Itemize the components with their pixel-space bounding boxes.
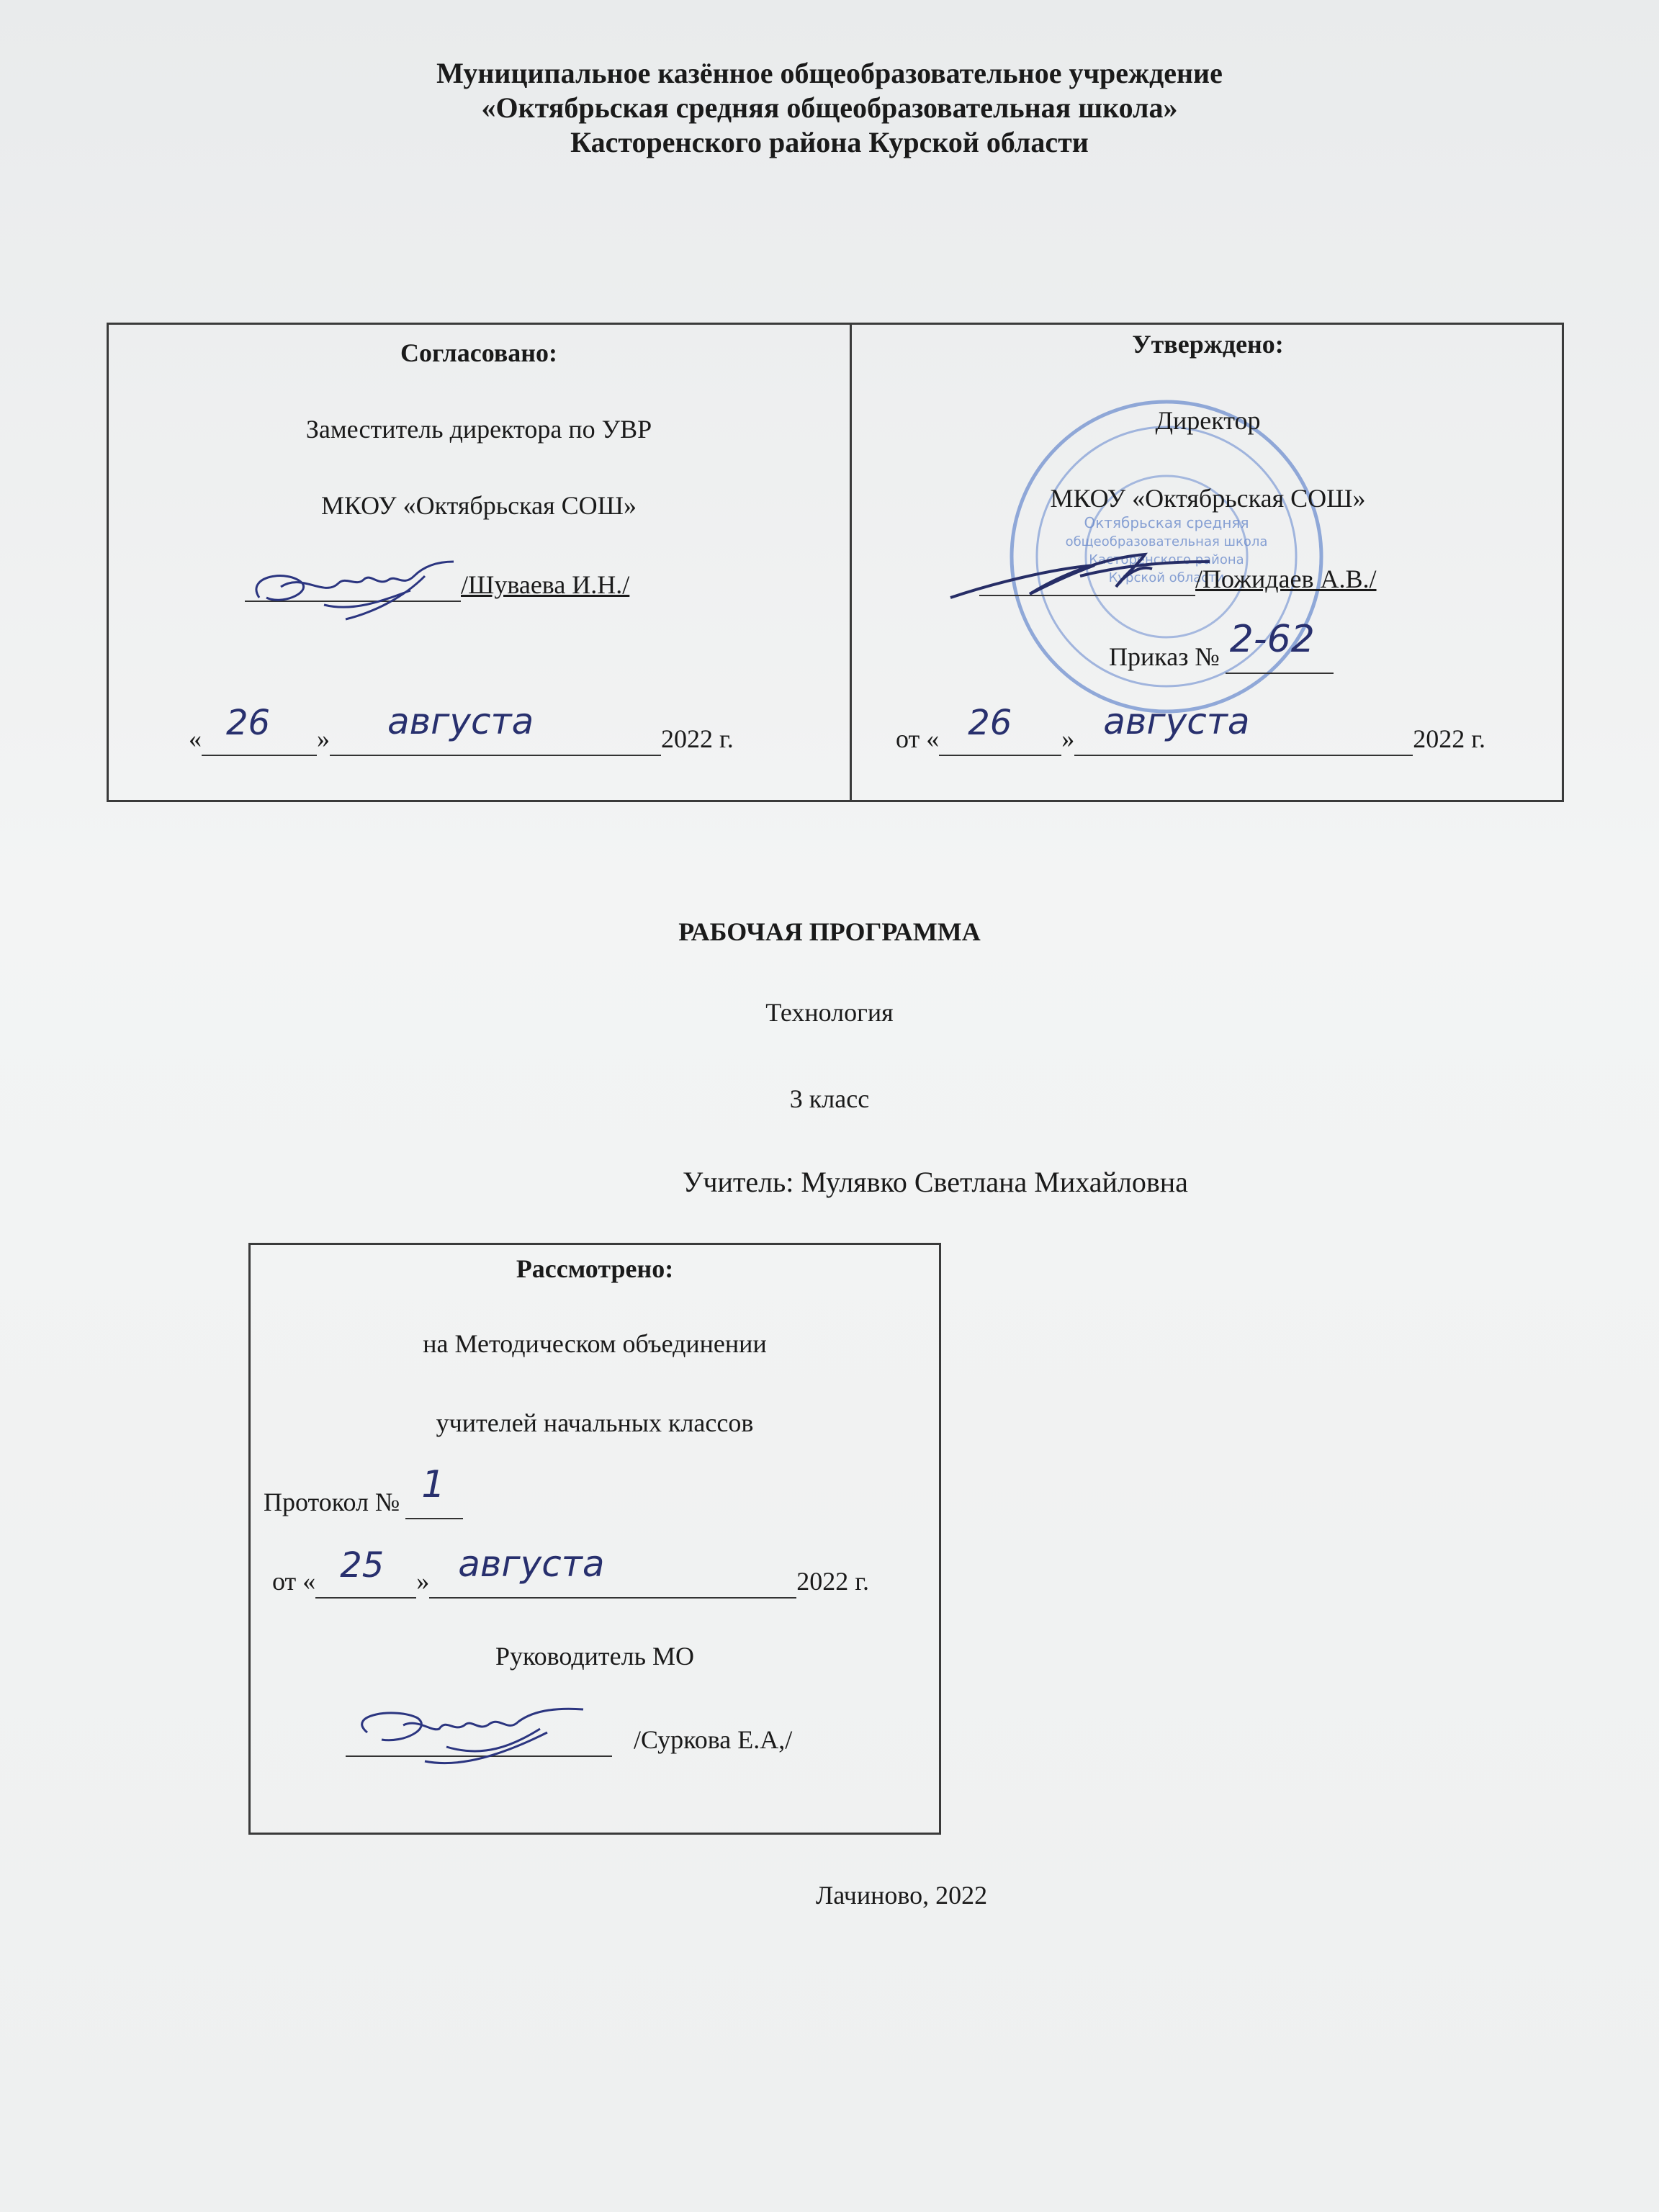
reviewed-date [272, 1543, 869, 1599]
approved-year: 2022 г. [1413, 724, 1485, 753]
approved-month: августа [1103, 701, 1250, 742]
agreed-year: 2022 г. [661, 724, 734, 753]
agreed-signature [238, 547, 475, 634]
program-grade: 3 класс [789, 1084, 870, 1113]
reviewed-head-label: Руководитель МО [495, 1642, 695, 1671]
approved-school: МКОУ «Октябрьская СОШ» [1050, 484, 1366, 513]
header-line-3: Касторенского района Курской области [570, 126, 1089, 158]
reviewed-line-2: учителей начальных классов [436, 1408, 754, 1437]
approved-name: /Пожидаев А.В./ [1195, 565, 1377, 593]
approved-order-number: 2-62 [1229, 618, 1315, 661]
reviewed-date-close-quote: » [416, 1567, 430, 1596]
header-line-1: Муниципальное казённое общеобразовательное учреждение [436, 57, 1223, 89]
program-title: РАБОЧАЯ ПРОГРАММА [678, 917, 981, 946]
reviewed-date-open-quote: от « [272, 1567, 316, 1596]
table-divider [850, 323, 852, 802]
approved-day: 26 [968, 703, 1012, 743]
agreed-day: 26 [226, 703, 271, 743]
svg-text:общеобразовательная школа: общеобразовательная школа [1065, 534, 1268, 549]
agreed-date [189, 701, 734, 756]
approved-order-label: Приказ № [1109, 642, 1220, 671]
approved-date-close-quote: » [1061, 724, 1075, 753]
reviewed-protocol [264, 1463, 463, 1519]
approved-order [1109, 618, 1334, 674]
agreed-position: Заместитель директора по УВР [305, 415, 652, 444]
program-subject: Технология [765, 998, 894, 1027]
reviewed-name: /Суркова Е.А,/ [634, 1725, 793, 1754]
svg-text:Касторенского района: Касторенского района [1089, 552, 1244, 567]
reviewed-title: Рассмотрено: [516, 1254, 674, 1283]
approved-date [896, 701, 1485, 756]
agreed-month: августа [387, 701, 534, 742]
svg-text:Октябрьская средняя: Октябрьская средняя [1084, 514, 1249, 531]
agreed-date-close-quote: » [317, 724, 330, 753]
reviewed-protocol-number: 1 [421, 1463, 446, 1506]
reviewed-year: 2022 г. [796, 1567, 869, 1596]
header-line-2: «Октябрьская средняя общеобразовательная школа» [481, 91, 1178, 124]
reviewed-protocol-label: Протокол № [264, 1488, 400, 1516]
reviewed-line-1: на Методическом объединении [423, 1329, 767, 1358]
program-teacher: Учитель: Мулявко Светлана Михайловна [683, 1166, 1188, 1198]
agreed-date-open-quote: « [189, 724, 202, 753]
approved-title: Утверждено: [1132, 330, 1284, 359]
agreed-title: Согласовано: [400, 338, 557, 367]
approved-date-open-quote: от « [896, 724, 940, 753]
institution-header [0, 56, 1659, 160]
agreed-name: /Шуваева И.Н./ [461, 570, 630, 599]
reviewed-signature [338, 1689, 626, 1776]
svg-text:Курской области: Курской области [1108, 570, 1225, 585]
approved-position: Директор [1155, 406, 1261, 435]
reviewed-day: 25 [340, 1545, 385, 1586]
place-year: Лачиново, 2022 [815, 1881, 988, 1910]
agreed-school: МКОУ «Октябрьская СОШ» [321, 491, 637, 520]
approved-signature [936, 533, 1238, 612]
reviewed-month: августа [458, 1543, 605, 1585]
